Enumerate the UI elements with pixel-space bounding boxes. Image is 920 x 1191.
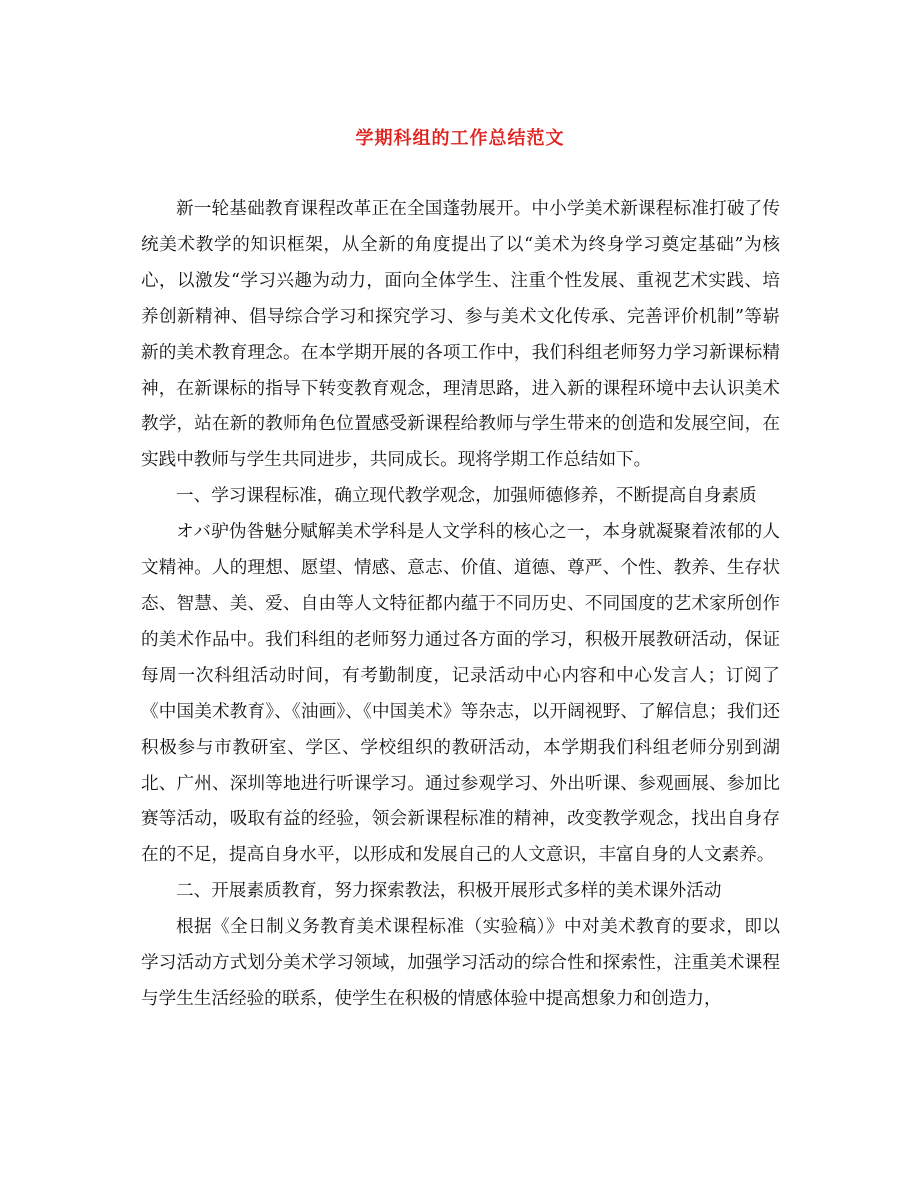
intro-paragraph: 新一轮基础教育课程改革正在全国蓬勃展开。中小学美术新课程标准打破了传统美术教学的知识框架，从全新的角度提出了以“美术为终身学习奠定基础”为核心，以激发“学习兴趣为动力，面向全体学生、注重个性发展、重视艺术实践、培养创新精神、倡导综合学习和探究学习、参与美术文化传承、完善评价机制”等崭新的美术教育理念。在本学期开展的各项工作中，我们科组老师努力学习新课标精神，在新课标的指导下转变教育观念，理清思路，进入新的课程环境中去认识美术教学，站在新的教师角色位置感受新课程给教师与学生带来的创造和发展空间，在实践中教师与学生共同进步，共同成长。现将学期工作总结如下。 [141,199,780,471]
document-title: 学期科组的工作总结范文 [355,128,565,149]
section-2-paragraph: 根据《全日制义务教育美术课程标准（实验稿）》中对美术教育的要求，即以学习活动方式划分美术学习领域，加强学习活动的综合性和探索性，注重美术课程与学生生活经验的联系，使学生在积极的情感体验中提高想象力和创造力， [141,917,780,1009]
document-body [141,192,780,1018]
section-2-heading: 二、开展素质教育，努力探索教法，积极开展形式多样的美术课外活动 [176,881,722,902]
section-1-heading: 一、学习课程标准，确立现代教学观念，加强师德修养，不断提高自身素质 [176,486,757,507]
section-1-paragraph: オバ驴伪昝魅分赋解美术学科是人文学科的核心之一，本身就凝聚着浓郁的人文精神。人的理想、愿望、情感、意志、价值、道德、尊严、个性、教养、生存状态、智慧、美、爱、自由等人文特征都内蕴于不同历史、不同国度的艺术家所创作的美术作品中。我们科组的老师努力通过各方面的学习，积极开展教研活动，保证每周一次科组活动时间，有考勤制度，记录活动中心内容和中心发言人；订阅了《中国美术教育》、《油画》、《中国美术》等杂志，以开阔视野、了解信息；我们还积极参与市教研室、学区、学校组织的教研活动，本学期我们科组老师分别到湖北、广州、深圳等地进行听课学习。通过参观学习、外出听课、参观画展、参加比赛等活动，吸取有益的经验，领会新课程标准的精神，改变教学观念，找出自身存在的不足，提高自身水平，以形成和发展自己的人文意识，丰富自身的人文素养。 [141,522,780,866]
